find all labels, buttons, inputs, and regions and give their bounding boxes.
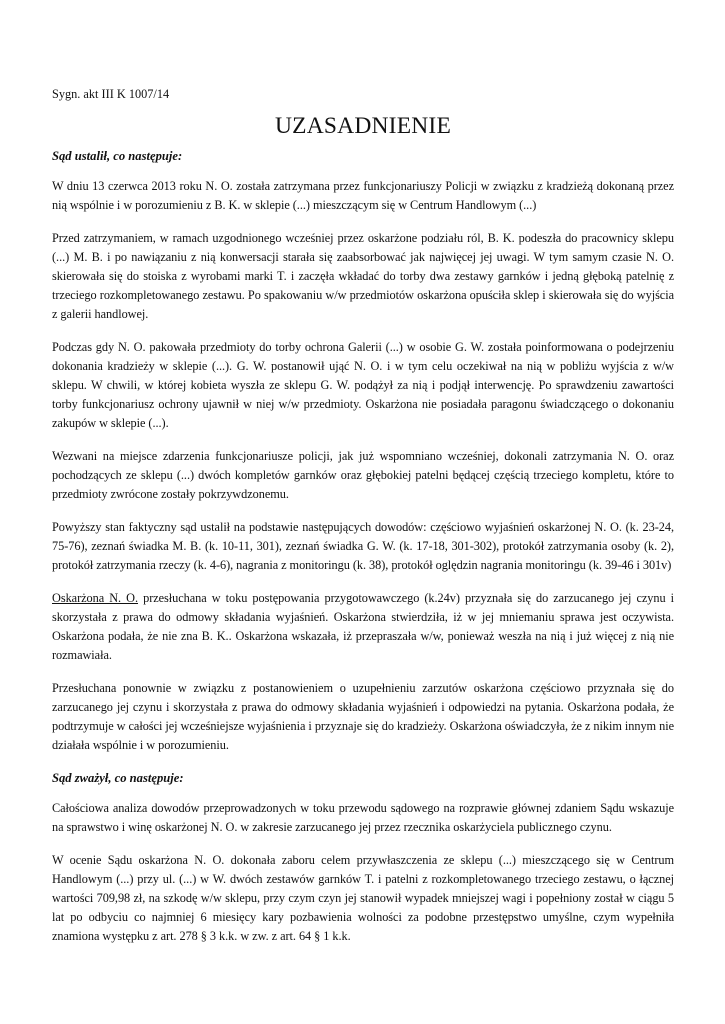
paragraph-1: W dniu 13 czerwca 2013 roku N. O. została zatrzymana przez funkcjonariuszy Policji w związku z kradzieżą dokonaną przez nią wspólnie i w porozumieniu z B. K. w sklepie (...) mieszczącym się w Centrum Handlowym (...) [52,179,674,212]
paragraph-6-text: przesłuchana w toku postępowania przygotowawczego (k.24v) przyznała się do zarzucanego jej czynu i skorzystała z prawa do odmowy składania wyjaśnień. Oskarżona stwierdziła, iż w jej mniemaniu sprawa jest oczywista. Oskarżona podała, że nie zna B. K.. Oskarżona wskazała, iż przepraszała w/w, ponieważ weszła na nią i już więcej z nią nie rozmawiała. [52,591,675,662]
section-heading-findings: Sąd ustalił, co następuje: [52,149,183,163]
document-page [52,86,674,960]
paragraph-7: Przesłuchana ponownie w związku z postanowieniem o uzupełnieniu zarzutów oskarżona częściowo przyznała się do zarzucanego jej czynu i skorzystała z prawa do odmowy składania wyjaśnień i odpowiedzi na pytania. Oskarżona podała, że podtrzymuje w całości jej wcześniejsze wyjaśnienia i przyznaje się do kradzieży. Oskarżona oświadczyła, że z nikim innym nie działała wspólnie i w porozumieniu. [52,681,674,752]
document-title: UZASADNIENIE [274,113,451,139]
paragraph-3: Podczas gdy N. O. pakowała przedmioty do torby ochrona Galerii (...) w osobie G. W. została poinformowana o podejrzeniu dokonania kradzieży w sklepie (...). G. W. postanowił ująć N. O. i w tym celu oczekiwał na nią w pobliżu wyjścia z w/w sklepu. W chwili, w której kobieta wyszła ze sklepu G. W. podążył za nią i podjął interwencję. Po sprawdzeniu zawartości torby funkcjonariusz ochrony ujawnił w niej w/w przedmioty. Oskarżona nie posiadała paragonu świadczącego o dokonaniu zakupów w sklepie (...). [52,340,674,430]
paragraph-6 [52,589,674,665]
paragraph-2: Przed zatrzymaniem, w ramach uzgodnionego wcześniej przez oskarżone podziału ról, B. K. podeszła do pracownicy sklepu (...) M. B. i po nawiązaniu z nią konwersacji starała się zaabsorbować jak najwięcej jej uwagi. W tym samym czasie N. O. skierowała się do stoiska z wyrobami marki T. i zaczęła wkładać do torby dwa zestawy garnków i jedną głęboką patelnię z trzeciego rozkompletowanego zestawu. Po spakowaniu w/w przedmiotów oskarżona opuściła sklep i skierowała się do wyjścia z galerii handlowej. [52,231,674,321]
paragraph-5: Powyższy stan faktyczny sąd ustalił na podstawie następujących dowodów: częściowo wyjaśnień oskarżonej N. O. (k. 23-24, 75-76), zeznań świadka M. B. (k. 10-11, 301), zeznań świadka G. W. (k. 17-18, 301-302), protokół zatrzymania osoby (k. 2), protokół zatrzymania rzeczy (k. 4-6), nagrania z monitoringu (k. 38), protokół oględzin nagrania monitoringu (k. 39-46 i 301v) [52,520,674,572]
case-signature: Sygn. akt III K 1007/14 [52,87,170,101]
paragraph-4: Wezwani na miejsce zdarzenia funkcjonariusze policji, jak już wspomniano wcześniej, dokonali zatrzymania N. O. oraz pochodzących ze sklepu (...) dwóch kompletów garnków oraz głębokiej patelni będącej częścią trzeciego kompletu, które to przedmioty zwrócone zostały pokrzywdzonemu. [52,449,674,501]
section-heading-considerations: Sąd zważył, co następuje: [52,771,184,785]
underlined-defendant-name: Oskarżona N. O. [52,591,139,605]
paragraph-8: Całościowa analiza dowodów przeprowadzonych w toku przewodu sądowego na rozprawie głównej zdaniem Sądu wskazuje na sprawstwo i winę oskarżonej N. O. w zakresie zarzucanego jej przez rzecznika oskarżyciela publicznego czynu. [52,801,674,834]
paragraph-9: W ocenie Sądu oskarżona N. O. dokonała zaboru celem przywłaszczenia ze sklepu (...) mieszczącego się w Centrum Handlowym (...) przy ul. (...) w W. dwóch zestawów garnków T. i patelni z rozkompletowanego trzeciego zestawu, o łącznej wartości 709,98 zł, na szkodę w/w sklepu, przy czym czyn jej stanowił wypadek mniejszej wagi i popełniony został w ciągu 5 lat po odbyciu co najmniej 6 miesięcy kary pozbawienia wolności za podobne przestępstwo umyślne, czym wypełniła znamiona występku z art. 278 § 3 k.k. w zw. z art. 64 § 1 k.k. [52,853,674,943]
